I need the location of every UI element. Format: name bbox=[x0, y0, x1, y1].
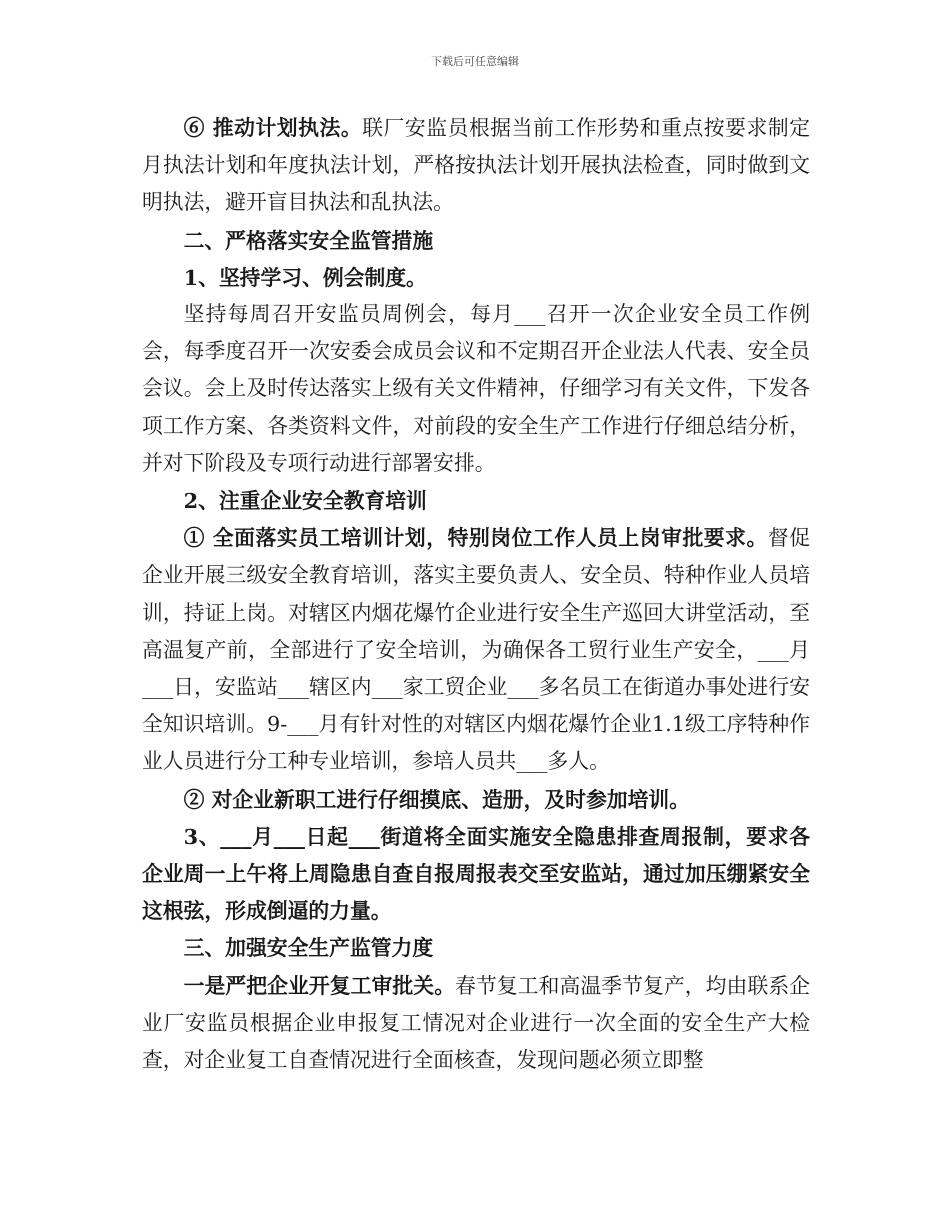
paragraph-enforcement-plan bbox=[142, 109, 810, 222]
paragraph-reopening-check bbox=[142, 967, 810, 1080]
paragraph-lead: 一是严把企业开复工审批关。 bbox=[183, 972, 456, 998]
section-heading-2: 二、严格落实安全监管措施 bbox=[183, 227, 434, 253]
subheading-training: 2、注重企业安全教育培训 bbox=[183, 488, 427, 514]
paragraph-new-staff: ② 对企业新职工进行仔细摸底、造册，及时参加培训。 bbox=[183, 786, 690, 812]
section-heading-3: 三、加强安全生产监管力度 bbox=[183, 935, 434, 961]
paragraph-weekly-report: 3、___月___日起___街道将全面实施安全隐患排查周报制，要求各企业周一上午将上周隐患自查自报周报表交至安监站，通过加压绷紧安全这根弦，形成倒逼的力量。 bbox=[142, 823, 810, 924]
paragraph-text: 春节复工和高温季节复产，均由联系企业厂安监员根据企业申报复工情况对企业进行一次全面的安全生产大检查，对企业复工自查情况进行全面核查，发现问题必须立即整 bbox=[142, 973, 811, 1073]
paragraph-lead: ① 全面落实员工培训计划，特别岗位工作人员上岗审批要求。 bbox=[183, 525, 768, 551]
paragraph-text: 督促企业开展三级安全教育培训，落实主要负责人、安全员、特种作业人员培训，持证上岗。对辖区内烟花爆竹企业进行安全生产巡回大讲堂活动，至高温复产前，全部进行了安全培训，为确保各工贸行业生产安全，___月___日，安监站___辖区内___家工贸企业___多名员工在街道办事处进行安全知识培训。9-___月有针对性的对辖区内烟花爆竹企业1.1级工序特种作业人员进行分工种专业培训，参培人员共___多人。 bbox=[142, 526, 810, 774]
subheading-study-meetings: 1、坚持学习、例会制度。 bbox=[183, 264, 427, 290]
paragraph-training bbox=[142, 519, 810, 780]
paragraph-meetings: 坚持每周召开安监员周例会，每月___召开一次企业安全员工作例会，每季度召开一次安委会成员会议和不定期召开企业法人代表、安全员会议。会上及时传达落实上级有关文件精神，仔细学习有关文件，下发各项工作方案、各类资料文件，对前段的安全生产工作进行仔细总结分析，并对下阶段及专项行动进行部署安排。 bbox=[142, 302, 810, 475]
page-header-note: 下载后可任意编辑 bbox=[431, 55, 519, 68]
paragraph-lead: ⑥ 推动计划执法。 bbox=[183, 115, 363, 140]
document-body bbox=[142, 109, 810, 1079]
paragraph-text: 联厂安监员根据当前工作形势和重点按要求制定月执法计划和年度执法计划，严格按执法计划开展执法检查，同时做到文明执法，避开盲目执法和乱执法。 bbox=[142, 116, 811, 215]
